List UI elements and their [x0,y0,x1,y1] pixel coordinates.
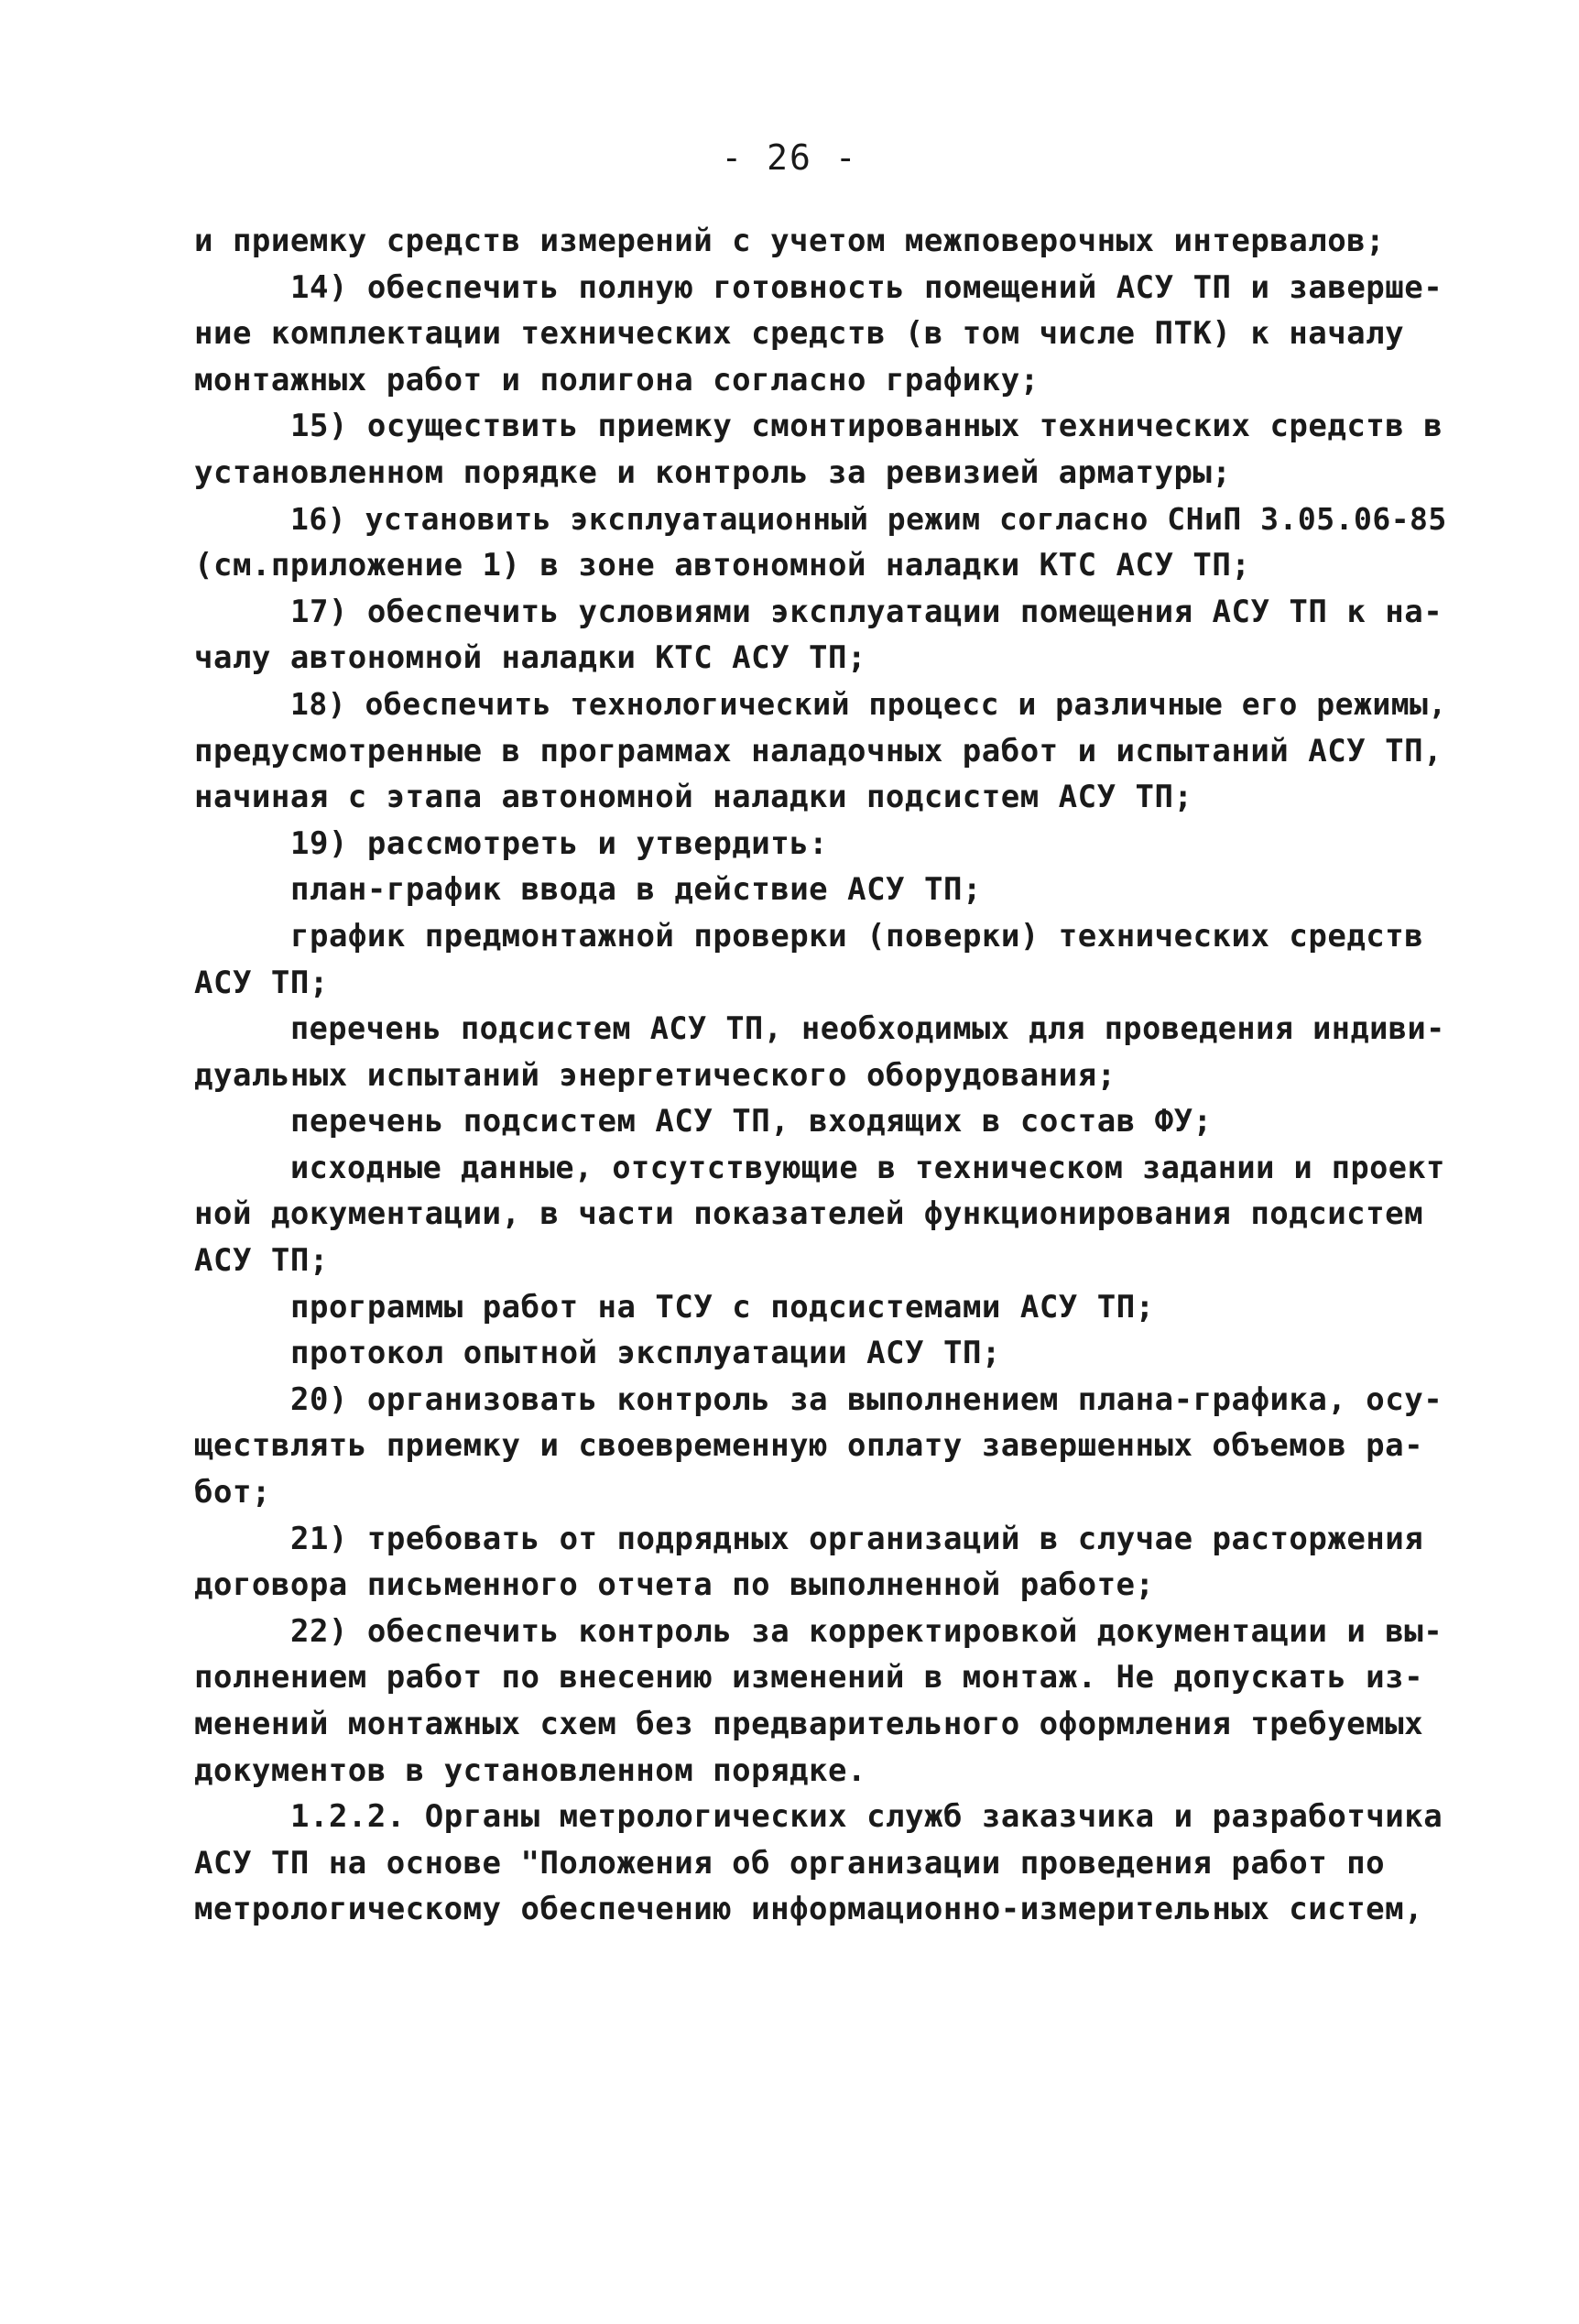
page-number: - 26 - [721,137,858,178]
text-line: 17) обеспечить условиями эксплуатации помещения АСУ ТП к на- [290,593,1443,630]
text-line: документов в установленном порядке. [194,1751,866,1789]
text-line: бот; [194,1474,271,1511]
text-line: чалу автономной наладки КТС АСУ ТП; [194,639,866,677]
text-line: 18) обеспечить технологический процесс и различные его режимы, [290,685,1447,722]
text-line: 19) рассмотреть и утвердить: [290,824,829,862]
text-line: 15) осуществить приемку смонтированных технических средств в [290,408,1443,445]
document-body [194,218,1458,1933]
text-line: ществлять приемку и своевременную оплату завершенных объемов ра- [194,1427,1424,1465]
text-line: 22) обеспечить контроль за корректировкой документации и вы- [290,1612,1443,1650]
text-line: график предмонтажной проверки (поверки) технических средств [290,917,1424,955]
text-line: дуальных испытаний энергетического оборудования; [194,1056,1116,1094]
text-line: (см.приложение 1) в зоне автономной наладки КТС АСУ ТП; [194,547,1251,584]
text-line: 20) организовать контроль за выполнением плана-графика, осу- [290,1380,1443,1418]
text-line: метрологическому обеспечению информационно-измерительных систем, [194,1891,1424,1928]
text-line: программы работ на ТСУ с подсистемами АСУ ТП; [290,1288,1155,1326]
text-line: 21) требовать от подрядных организаций в случае расторжения [290,1520,1424,1557]
text-line: монтажных работ и полигона согласно графику; [194,361,1040,398]
text-line: ной документации, в части показателей функционирования подсистем [194,1195,1424,1233]
text-line: и приемку средств измерений с учетом межповерочных интервалов; [194,223,1386,259]
text-line: исходные данные, отсутствующие в техническом задании и проект [290,1149,1445,1185]
text-line: 1.2.2. Органы метрологических служб заказчика и разработчика [290,1798,1443,1836]
text-line: начиная с этапа автономной наладки подсистем АСУ ТП; [194,779,1193,816]
text-line: договора письменного отчета по выполненной работе; [194,1566,1155,1604]
text-line: 16) установить эксплуатационный режим согласно СНиП 3.05.06-85 [290,500,1447,537]
text-line: перечень подсистем АСУ ТП, необходимых для проведения индиви- [290,1010,1445,1047]
text-line: 14) обеспечить полную готовность помещений АСУ ТП и заверше- [290,268,1443,306]
text-line: план-график ввода в действие АСУ ТП; [290,871,982,909]
text-line: установленном порядке и контроль за ревизией арматуры; [194,453,1232,491]
text-line: АСУ ТП; [194,964,329,1001]
text-line: менений монтажных схем без предварительного оформления требуемых [194,1706,1424,1742]
text-line: АСУ ТП на основе "Положения об организации проведения работ по [194,1844,1386,1882]
text-line: полнением работ по внесению изменений в монтаж. Не допускать из- [194,1659,1424,1697]
text-line: перечень подсистем АСУ ТП, входящих в состав ФУ; [290,1103,1213,1140]
text-line: ние комплектации технических средств (в том числе ПТК) к началу [194,315,1405,353]
text-line: протокол опытной эксплуатации АСУ ТП; [290,1335,1001,1372]
text-line: предусмотренные в программах наладочных работ и испытаний АСУ ТП, [194,732,1443,769]
text-line: АСУ ТП; [194,1242,329,1280]
